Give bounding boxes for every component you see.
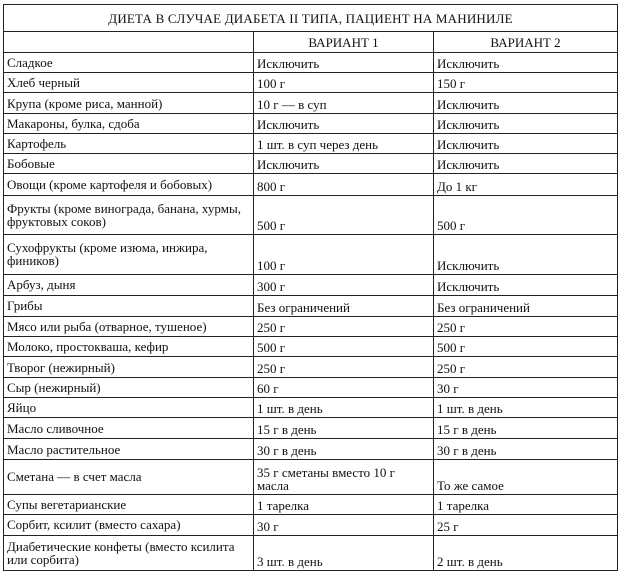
table-row (4, 317, 618, 337)
variant-1-cell: 10 г — в суп (254, 93, 434, 113)
table-row (4, 113, 618, 133)
variant-2-cell: Исключить (434, 133, 618, 153)
variant-1-cell: 300 г (254, 274, 434, 295)
header-variant-2: ВАРИАНТ 2 (434, 32, 618, 53)
product-cell: Картофель (4, 133, 254, 153)
variant-1-cell: 500 г (254, 337, 434, 357)
variant-2-cell: Исключить (434, 53, 618, 73)
variant-1-cell: Без ограничений (254, 295, 434, 316)
variant-1-cell: 100 г (254, 73, 434, 93)
variant-2-cell: 15 г в день (434, 418, 618, 439)
table-row (4, 195, 618, 234)
variant-2-cell: Исключить (434, 235, 618, 274)
product-cell: Сметана — в счет масла (4, 459, 254, 494)
table-body (4, 53, 618, 571)
variant-1-cell: 1 тарелка (254, 495, 434, 515)
variant-2-cell: 250 г (434, 317, 618, 337)
product-cell: Крупа (кроме риса, манной) (4, 93, 254, 113)
table-row (4, 295, 618, 316)
table-row (4, 133, 618, 153)
table-row (4, 459, 618, 494)
table-row (4, 515, 618, 535)
variant-1-cell: Исключить (254, 154, 434, 174)
table-row (4, 235, 618, 274)
variant-2-cell: Без ограничений (434, 295, 618, 316)
title-row (4, 5, 618, 32)
product-cell: Мясо или рыба (отварное, тушеное) (4, 317, 254, 337)
variant-2-cell: 1 шт. в день (434, 397, 618, 417)
product-cell: Сыр (нежирный) (4, 377, 254, 397)
product-cell: Творог (нежирный) (4, 357, 254, 377)
variant-1-cell: 1 шт. в суп через день (254, 133, 434, 153)
variant-1-cell: 30 г в день (254, 439, 434, 459)
variant-2-cell: 2 шт. в день (434, 535, 618, 570)
table-row (4, 93, 618, 113)
variant-2-cell: 150 г (434, 73, 618, 93)
table-row (4, 439, 618, 459)
product-cell: Арбуз, дыня (4, 274, 254, 295)
product-cell: Фрукты (кроме винограда, банана, хурмы, фруктовых соков) (4, 195, 254, 234)
variant-1-cell: 60 г (254, 377, 434, 397)
product-cell: Масло растительное (4, 439, 254, 459)
variant-2-cell: 500 г (434, 195, 618, 234)
table-row (4, 535, 618, 570)
product-cell: Масло сливочное (4, 418, 254, 439)
variant-1-cell: 500 г (254, 195, 434, 234)
variant-1-cell: 100 г (254, 235, 434, 274)
table-row (4, 154, 618, 174)
variant-1-cell: 15 г в день (254, 418, 434, 439)
product-cell: Хлеб черный (4, 73, 254, 93)
product-cell: Бобовые (4, 154, 254, 174)
product-cell: Макароны, булка, сдоба (4, 113, 254, 133)
variant-1-cell: 1 шт. в день (254, 397, 434, 417)
product-cell: Грибы (4, 295, 254, 316)
product-cell: Молоко, простокваша, кефир (4, 337, 254, 357)
product-cell: Сорбит, ксилит (вместо сахара) (4, 515, 254, 535)
variant-2-cell: Исключить (434, 93, 618, 113)
variant-2-cell: Исключить (434, 154, 618, 174)
variant-2-cell: 30 г в день (434, 439, 618, 459)
variant-1-cell: 250 г (254, 317, 434, 337)
table-row (4, 357, 618, 377)
variant-2-cell: Исключить (434, 113, 618, 133)
table-row (4, 418, 618, 439)
table-row (4, 274, 618, 295)
variant-2-cell: 25 г (434, 515, 618, 535)
variant-2-cell: Исключить (434, 274, 618, 295)
table-row (4, 397, 618, 417)
variant-2-cell: 250 г (434, 357, 618, 377)
diet-table (3, 4, 618, 571)
variant-1-cell: 35 г сметаны вместо 10 г масла (254, 459, 434, 494)
variant-1-cell: 800 г (254, 174, 434, 195)
product-cell: Сухофрукты (кроме изюма, инжира, фиников) (4, 235, 254, 274)
variant-2-cell: До 1 кг (434, 174, 618, 195)
variant-1-cell: Исключить (254, 113, 434, 133)
variant-1-cell: 250 г (254, 357, 434, 377)
table-row (4, 53, 618, 73)
table-row (4, 337, 618, 357)
variant-1-cell: 30 г (254, 515, 434, 535)
table-row (4, 377, 618, 397)
product-cell: Яйцо (4, 397, 254, 417)
variant-2-cell: 500 г (434, 337, 618, 357)
variant-2-cell: 30 г (434, 377, 618, 397)
variant-2-cell: 1 тарелка (434, 495, 618, 515)
header-variant-1: ВАРИАНТ 1 (254, 32, 434, 53)
product-cell: Диабетические конфеты (вместо ксилита или сорбита) (4, 535, 254, 570)
variant-1-cell: Исключить (254, 53, 434, 73)
product-cell: Овощи (кроме картофеля и бобовых) (4, 174, 254, 195)
table-row (4, 174, 618, 195)
product-cell: Супы вегетарианские (4, 495, 254, 515)
table-row (4, 73, 618, 93)
product-cell: Сладкое (4, 53, 254, 73)
table-title: ДИЕТА В СЛУЧАЕ ДИАБЕТА II ТИПА, ПАЦИЕНТ НА МАНИНИЛЕ (4, 5, 618, 32)
table-row (4, 495, 618, 515)
variant-2-cell: То же самое (434, 459, 618, 494)
header-row (4, 32, 618, 53)
variant-1-cell: 3 шт. в день (254, 535, 434, 570)
header-product (4, 32, 254, 53)
